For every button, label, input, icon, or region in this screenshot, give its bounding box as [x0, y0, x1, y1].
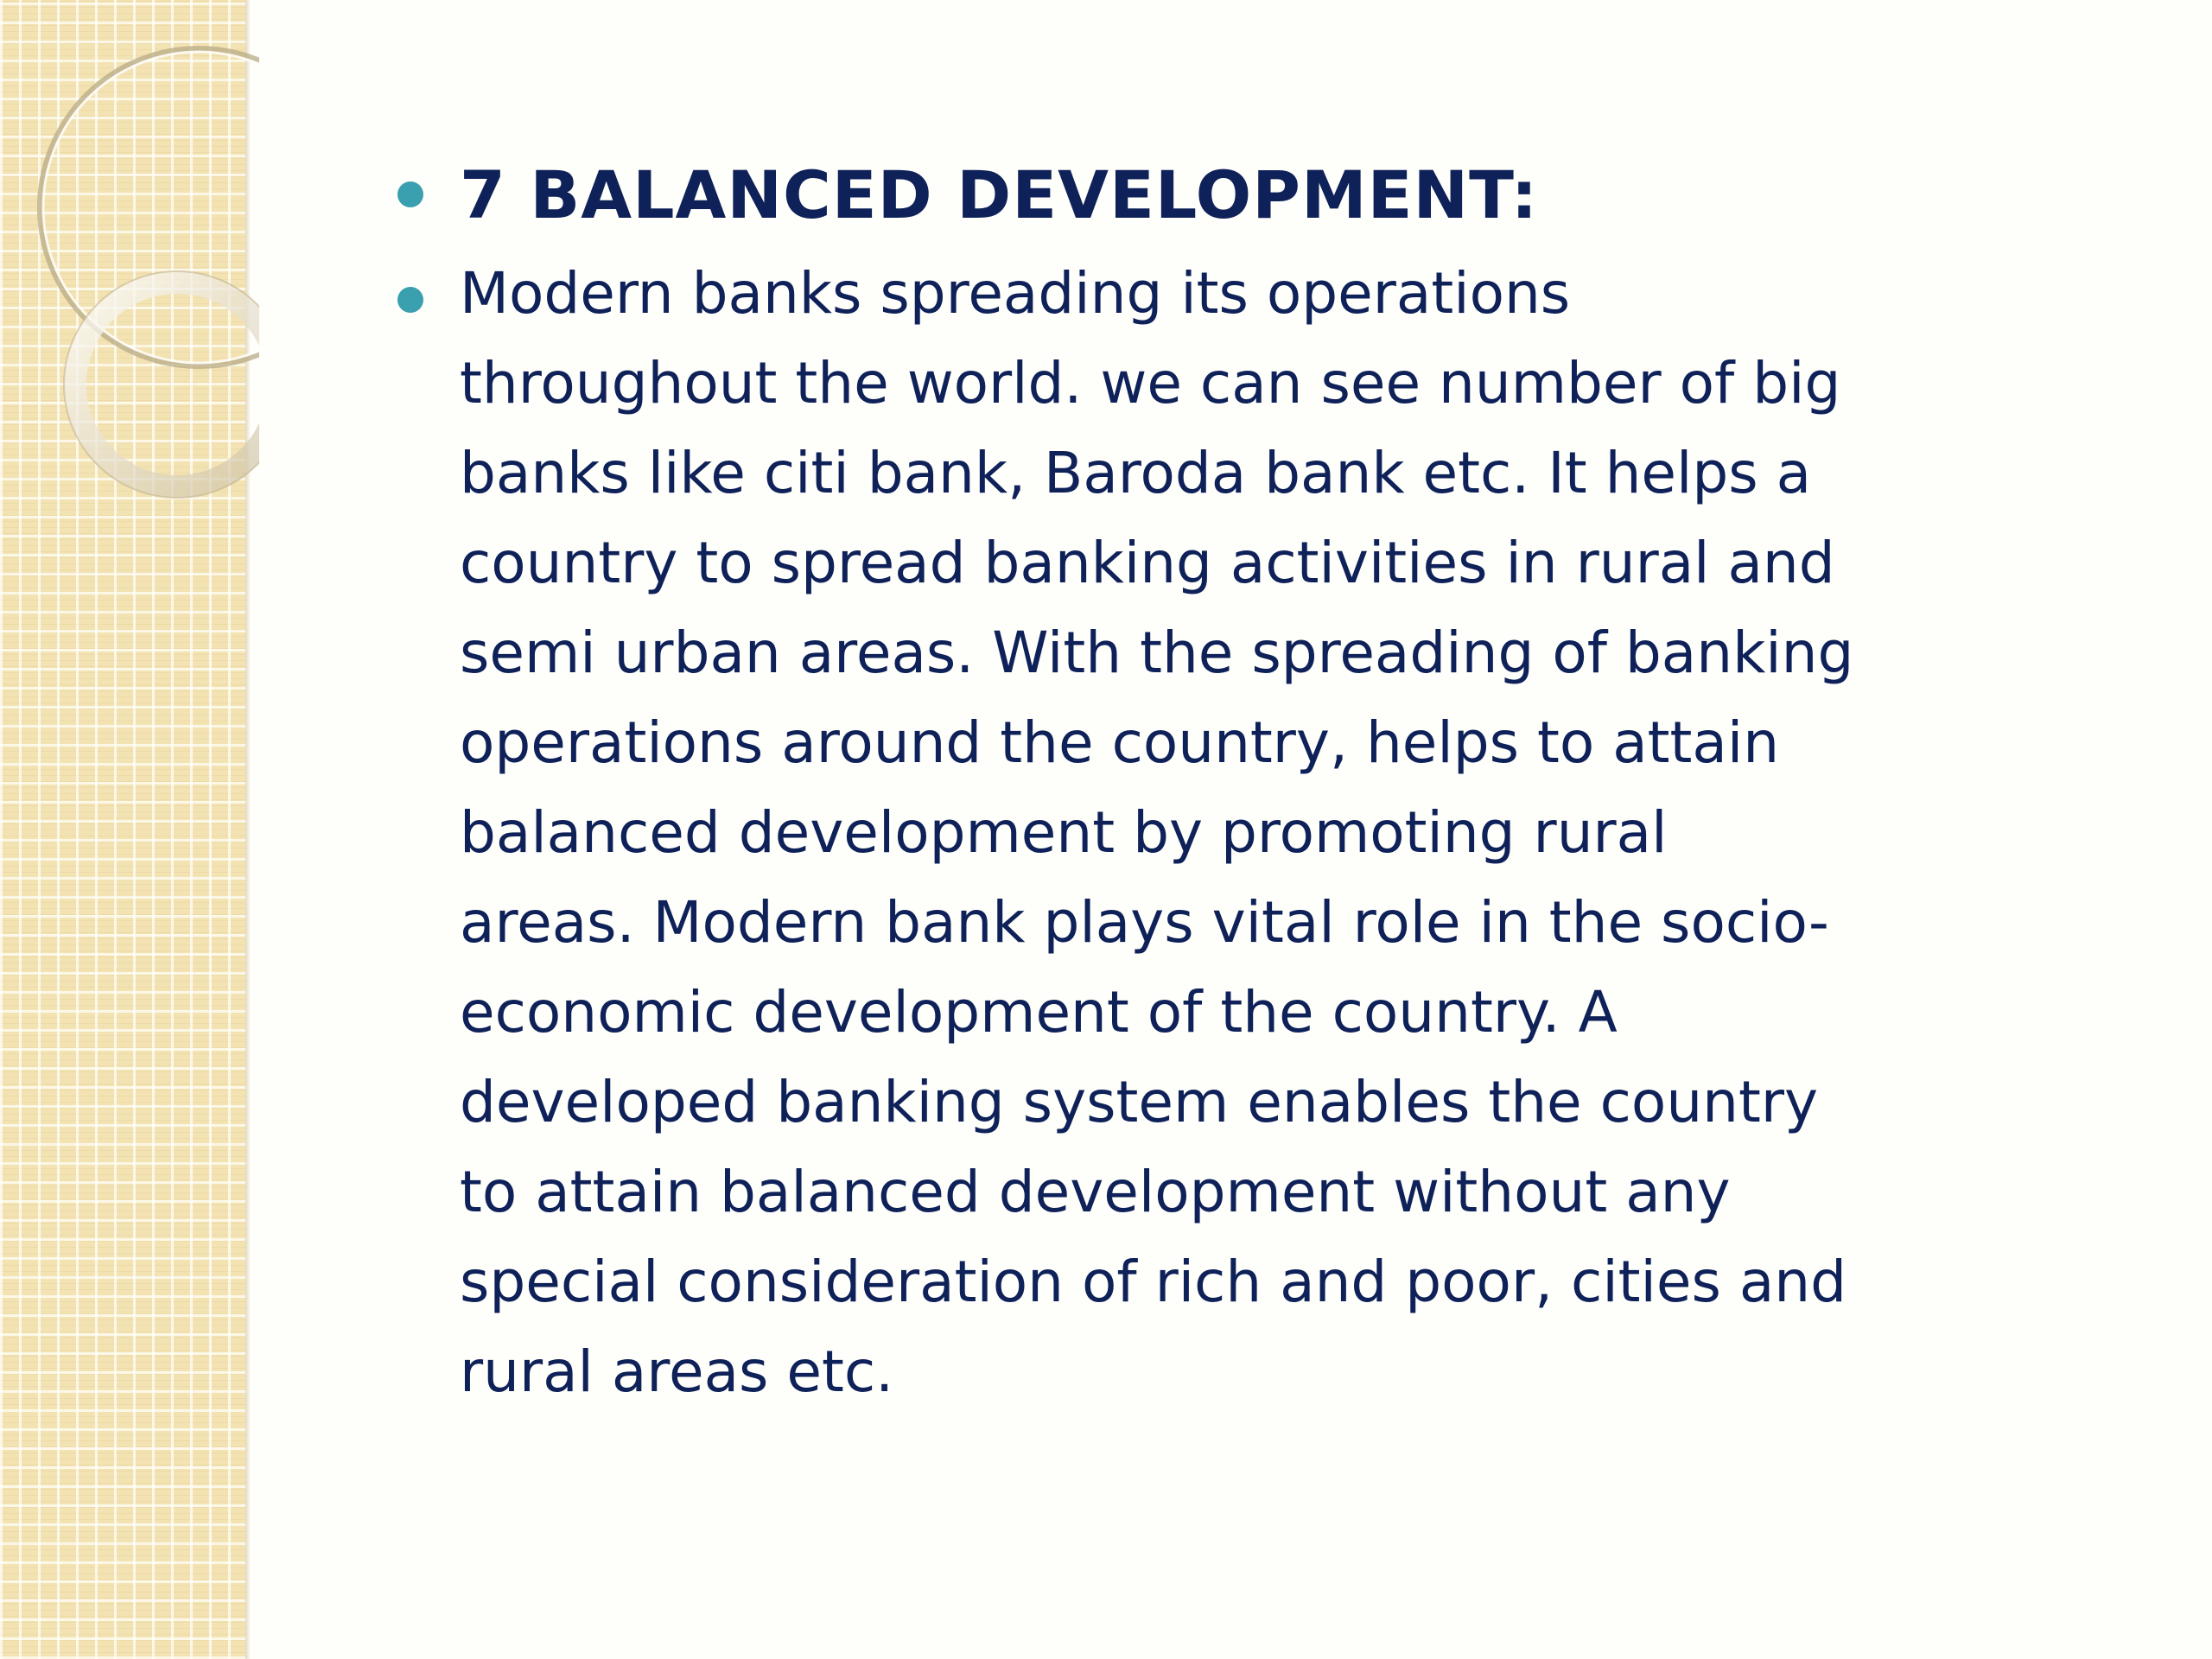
body-line: economic development of the country. A — [460, 979, 1618, 1046]
bullet-list — [380, 147, 2160, 1417]
large-ring — [40, 48, 259, 366]
body-line: country to spread banking activities in rural and — [460, 530, 1835, 596]
body-line: Modern banks spreading its operations — [460, 260, 1571, 327]
small-ring — [75, 283, 259, 486]
slide-content — [380, 147, 2160, 1417]
bullet-dot-icon — [397, 181, 423, 207]
bullet-dot-icon — [397, 287, 423, 313]
body-line: banks like citi bank, Baroda bank etc. It helps a — [460, 440, 1812, 506]
body-bullet — [380, 249, 2160, 1417]
body-line: semi urban areas. With the spreading of banking — [460, 620, 1854, 686]
large-ring-highlight — [43, 52, 259, 363]
body-line: operations around the country, helps to attain — [460, 709, 1780, 776]
body-line: special consideration of rich and poor, cities and — [460, 1249, 1847, 1315]
body-line: balanced development by promoting rural — [460, 799, 1668, 866]
body-line: developed banking system enables the country — [460, 1069, 1819, 1135]
decorative-rings — [0, 0, 259, 553]
body-line: rural areas etc. — [460, 1338, 894, 1405]
slide-heading: 7 BALANCED DEVELOPMENT: — [460, 156, 1539, 233]
body-line: throughout the world. we can see number of big — [460, 350, 1841, 416]
body-line: areas. Modern bank plays vital role in the socio- — [460, 889, 1829, 956]
heading-bullet — [380, 147, 2160, 244]
body-line: to attain balanced development without any — [460, 1159, 1731, 1225]
